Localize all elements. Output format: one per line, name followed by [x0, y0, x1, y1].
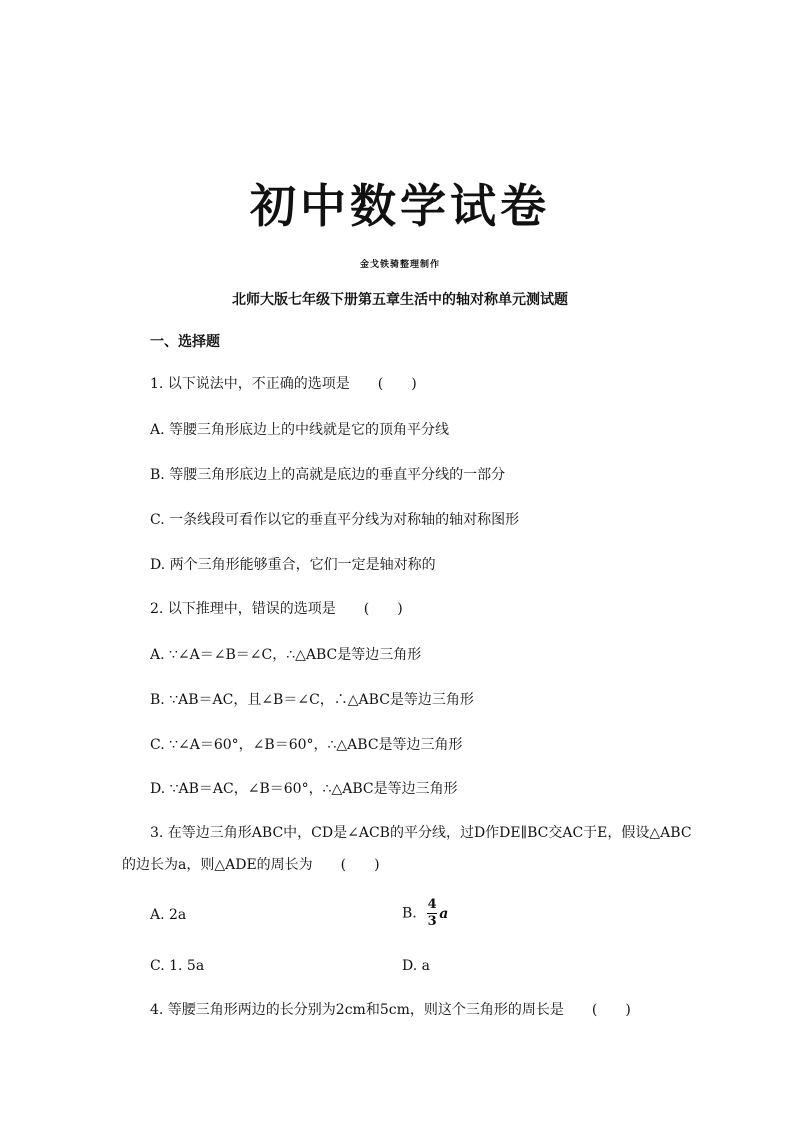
question-1-stem: 1. 以下说法中，不正确的选项是 ( ) — [150, 376, 417, 392]
fraction — [427, 898, 437, 929]
question-3-option-b-label: B. — [402, 905, 417, 922]
document-title: 初中数学试卷 — [250, 179, 550, 233]
question-2-option-b: B. ∵AB＝AC，且∠B＝∠C，∴△ABC是等边三角形 — [150, 692, 474, 708]
document-subtitle: 北师大版七年级下册第五章生活中的轴对称单元测试题 — [232, 292, 568, 308]
question-4-stem: 4. 等腰三角形两边的长分别为2cm和5cm，则这个三角形的周长是 ( ) — [150, 1002, 631, 1018]
question-3-option-c: C. 1. 5a — [150, 958, 205, 974]
question-3-option-a: A. 2a — [150, 907, 187, 923]
question-2-option-a: A. ∵∠A＝∠B＝∠C，∴△ABC是等边三角形 — [150, 647, 422, 663]
question-1-option-c: C. 一条线段可看作以它的垂直平分线为对称轴的轴对称图形 — [150, 512, 520, 528]
question-3-option-d: D. a — [402, 958, 430, 974]
fraction-variable: a — [439, 905, 449, 922]
question-3-stem-line2: 的边长为a，则△ADE的周长为 ( ) — [122, 857, 380, 873]
fraction-numerator: 4 — [427, 897, 437, 912]
question-1-option-d: D. 两个三角形能够重合，它们一定是轴对称的 — [150, 557, 436, 573]
document-byline: 金戈铁骑整理制作 — [359, 260, 440, 270]
question-2-stem: 2. 以下推理中，错误的选项是 ( ) — [150, 601, 403, 617]
question-3-stem-line1: 3. 在等边三角形ABC中，CD是∠ACB的平分线，过D作DE∥BC交AC于E，假设△ABC — [150, 825, 692, 841]
fraction-denominator: 3 — [427, 914, 437, 929]
question-2-option-c: C. ∵∠A＝60°，∠B＝60°，∴△ABC是等边三角形 — [150, 737, 463, 753]
question-1-option-b: B. 等腰三角形底边上的高就是底边的垂直平分线的一部分 — [150, 467, 506, 483]
question-3-option-b — [402, 898, 448, 929]
question-2-option-d: D. ∵AB＝AC，∠B＝60°，∴△ABC是等边三角形 — [150, 781, 458, 797]
section-heading-choice: 一、选择题 — [150, 334, 220, 350]
question-1-option-a: A. 等腰三角形底边上的中线就是它的顶角平分线 — [150, 422, 450, 438]
